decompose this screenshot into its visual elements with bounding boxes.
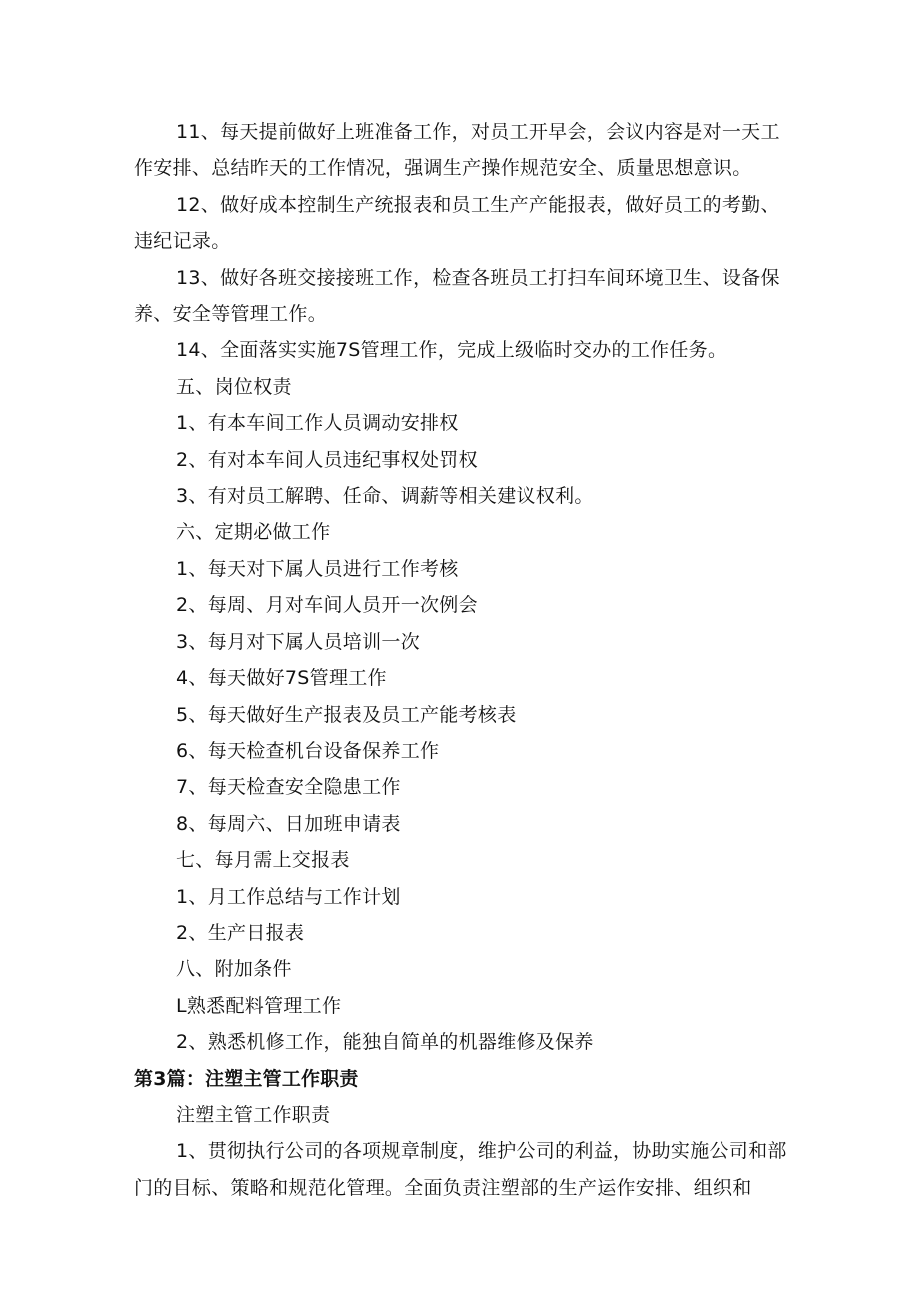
paragraph-item-11: 11、每天提前做好上班准备工作，对员工开早会，会议内容是对一天工作安排、总结昨天的工作情况，强调生产操作规范安全、质量思想意识。 [134, 121, 780, 180]
list-item: 3、每月对下属人员培训一次 [176, 630, 420, 653]
list-item: 2、熟悉机修工作，能独自简单的机器维修及保养 [176, 1031, 594, 1054]
list-item: 1、每天对下属人员进行工作考核 [176, 557, 459, 580]
paragraph-item-14: 14、全面落实实施7S管理工作，完成上级临时交办的工作任务。 [176, 339, 728, 362]
paragraph-item-1: 1、贯彻执行公司的各项规章制度，维护公司的利益，协助实施公司和部门的目标、策略和规范化管理。全面负责注塑部的生产运作安排、组织和 [134, 1140, 787, 1199]
paragraph-item-12: 12、做好成本控制生产统报表和员工生产产能报表，做好员工的考勤、违纪记录。 [134, 193, 780, 253]
document-body [134, 114, 796, 1206]
list-item: 3、有对员工解聘、任命、调薪等相关建议权利。 [176, 485, 594, 508]
list-item: 1、月工作总结与工作计划 [176, 885, 401, 908]
section-title-5: 五、岗位权责 [176, 375, 292, 398]
list-item: 5、每天做好生产报表及员工产能考核表 [176, 703, 517, 726]
paragraph-item-13: 13、做好各班交接接班工作，检查各班员工打扫车间环境卫生、设备保养、安全等管理工作。 [134, 266, 780, 326]
list-item: 4、每天做好7S管理工作 [176, 667, 387, 690]
section-title-6: 六、定期必做工作 [176, 521, 331, 544]
section-title-8: 八、附加条件 [176, 958, 292, 981]
list-item: 7、每天检查安全隐患工作 [176, 776, 401, 799]
subsection-title: 注塑主管工作职责 [176, 1103, 331, 1126]
section-title-7: 七、每月需上交报表 [176, 849, 350, 872]
chapter-heading: 第3篇：注塑主管工作职责 [134, 1067, 359, 1090]
list-item: 2、有对本车间人员违纪事权处罚权 [176, 448, 478, 471]
list-item: 2、生产日报表 [176, 921, 305, 944]
list-item: 1、有本车间工作人员调动安排权 [176, 412, 459, 435]
list-item: L熟悉配料管理工作 [176, 994, 342, 1017]
list-item: 6、每天检查机台设备保养工作 [176, 739, 440, 762]
list-item: 8、每周六、日加班申请表 [176, 812, 401, 835]
list-item: 2、每周、月对车间人员开一次例会 [176, 594, 478, 617]
